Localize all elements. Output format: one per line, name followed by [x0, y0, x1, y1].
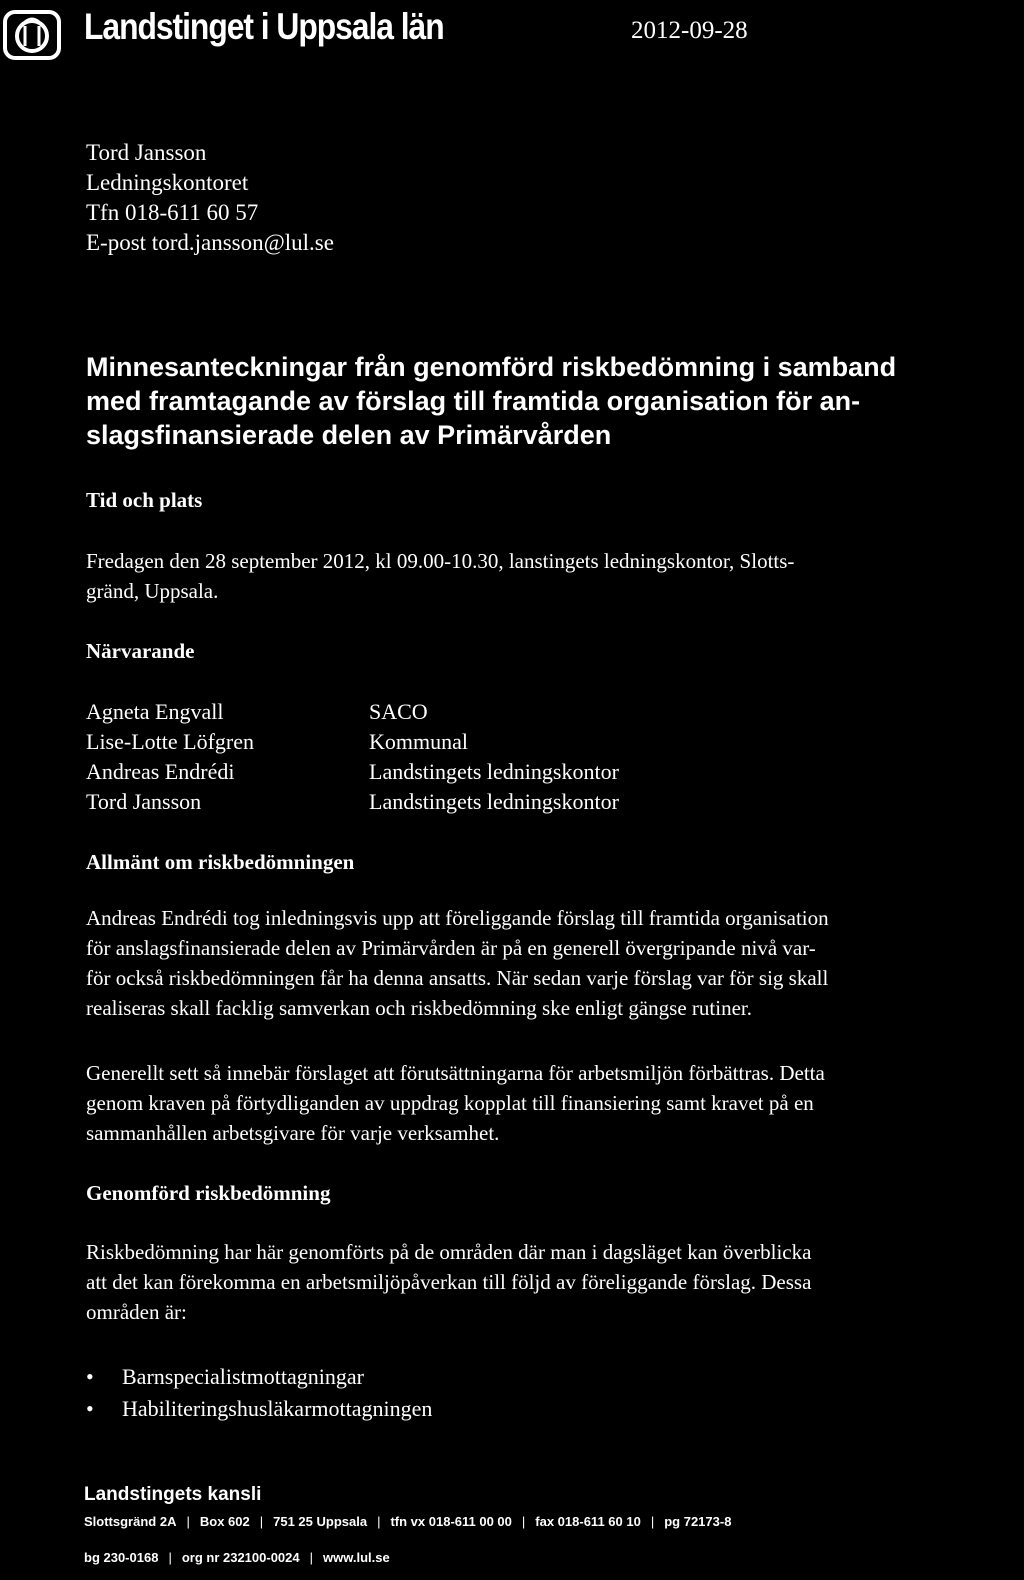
time-place-heading: Tid och plats [86, 488, 203, 512]
paragraph-line: för anslagsfinansierade delen av Primärvården är på en generell övergripande nivå var- [86, 936, 816, 960]
paragraph-line: områden är: [86, 1300, 187, 1324]
footer-separator: | [259, 1514, 264, 1529]
paragraph-line: Generellt sett så innebär förslaget att förutsättningarna för arbetsmiljön förbättras. Detta [86, 1061, 825, 1085]
footer-separator: | [377, 1514, 381, 1529]
attendee-name: Agneta Engvall [86, 699, 224, 724]
footer-postal: 751 25 Uppsala [273, 1514, 368, 1529]
footer-separator: | [650, 1514, 655, 1529]
sender-phone: Tfn 018-611 60 57 [86, 200, 259, 225]
attendee-org: Landstingets ledningskontor [369, 759, 619, 784]
sender-block [86, 138, 334, 258]
title-line: med framtagande av förslag till framtida organisation för an- [86, 386, 861, 416]
bullet-icon: • [86, 1364, 94, 1389]
footer-separator: | [309, 1550, 314, 1565]
time-place-line: Fredagen den 28 september 2012, kl 09.00-10.30, lanstingets ledningskontor, Slotts- [86, 549, 795, 573]
footer-pg: pg 72173-8 [664, 1514, 732, 1529]
footer-org-nr: org nr 232100-0024 [181, 1550, 300, 1565]
document-date: 2012-09-28 [631, 17, 748, 44]
list-item [86, 1361, 432, 1393]
footer-title: Landstingets kansli [84, 1484, 262, 1505]
list-item-text: Barnspecialistmottagningar [122, 1364, 364, 1389]
attendees-heading: Närvarande [86, 639, 195, 663]
attendee-row [86, 787, 619, 817]
footer-phone: tfn vx 018-611 00 00 [390, 1514, 512, 1529]
sender-office: Ledningskontoret [86, 170, 249, 195]
footer-address: Slottsgränd 2A [84, 1514, 177, 1529]
paragraph-line: realiseras skall facklig samverkan och riskbedömning ske enligt gängse rutiner. [86, 996, 752, 1020]
bullet-icon: • [86, 1396, 94, 1421]
attendee-org: Landstingets ledningskontor [369, 789, 619, 814]
title-line: slagsfinansierade delen av Primärvården [86, 420, 612, 450]
attendee-row [86, 727, 619, 757]
paragraph-line: Riskbedömning har här genomförts på de områden där man i dagsläget kan överblicka [86, 1240, 812, 1264]
general-heading: Allmänt om riskbedömningen [86, 850, 355, 874]
title-line: Minnesanteckningar från genomförd riskbedömning i samband [86, 352, 897, 382]
sender-email: E-post tord.jansson@lul.se [86, 230, 334, 255]
footer-separator: | [521, 1514, 526, 1529]
time-place-text [86, 546, 794, 606]
attendee-row [86, 757, 619, 787]
footer-website-link[interactable]: www.lul.se [323, 1550, 390, 1565]
attendees-list [86, 697, 619, 817]
list-item-text: Habiliteringshusläkarmottagningen [122, 1396, 433, 1421]
paragraph-line: att det kan förekomma en arbetsmiljöpåverkan till följd av föreliggande förslag. Dessa [86, 1270, 812, 1294]
attendee-name: Andreas Endrédi [86, 759, 235, 784]
assessment-paragraph [86, 1237, 811, 1327]
paragraph-line: Andreas Endrédi tog inledningsvis upp att föreliggande förslag till framtida organisation [86, 906, 829, 930]
general-paragraph-2 [86, 1058, 825, 1148]
attendee-name: Lise-Lotte Löfgren [86, 729, 254, 754]
org-name: Landstinget i Uppsala län [84, 6, 444, 47]
area-list [86, 1361, 432, 1425]
footer-bg: bg 230-0168 [84, 1550, 159, 1565]
footer-contact-line-2 [84, 1551, 390, 1564]
attendee-org: SACO [369, 699, 428, 724]
footer-contact-line-1 [84, 1515, 731, 1528]
paragraph-line: för också riskbedömningen får ha denna ansatts. När sedan varje förslag var för sig skall [86, 966, 829, 990]
footer-separator: | [186, 1514, 190, 1529]
footer-box: Box 602 [199, 1514, 250, 1529]
paragraph-line: sammanhållen arbetsgivare för varje verksamhet. [86, 1121, 500, 1145]
attendee-row [86, 697, 619, 727]
attendee-name: Tord Jansson [86, 789, 202, 814]
sender-name: Tord Jansson [86, 140, 207, 165]
landsting-logo-icon [3, 10, 61, 60]
time-place-line: gränd, Uppsala. [86, 579, 219, 603]
list-item [86, 1393, 432, 1425]
attendee-org: Kommunal [369, 729, 468, 754]
footer-separator: | [168, 1550, 172, 1565]
general-paragraph-1 [86, 903, 829, 1023]
paragraph-line: genom kraven på förtydliganden av uppdrag kopplat till finansiering samt kravet på en [86, 1091, 814, 1115]
document-title [86, 350, 1016, 452]
assessment-heading: Genomförd riskbedömning [86, 1181, 331, 1205]
footer-fax: fax 018-611 60 10 [535, 1514, 641, 1529]
